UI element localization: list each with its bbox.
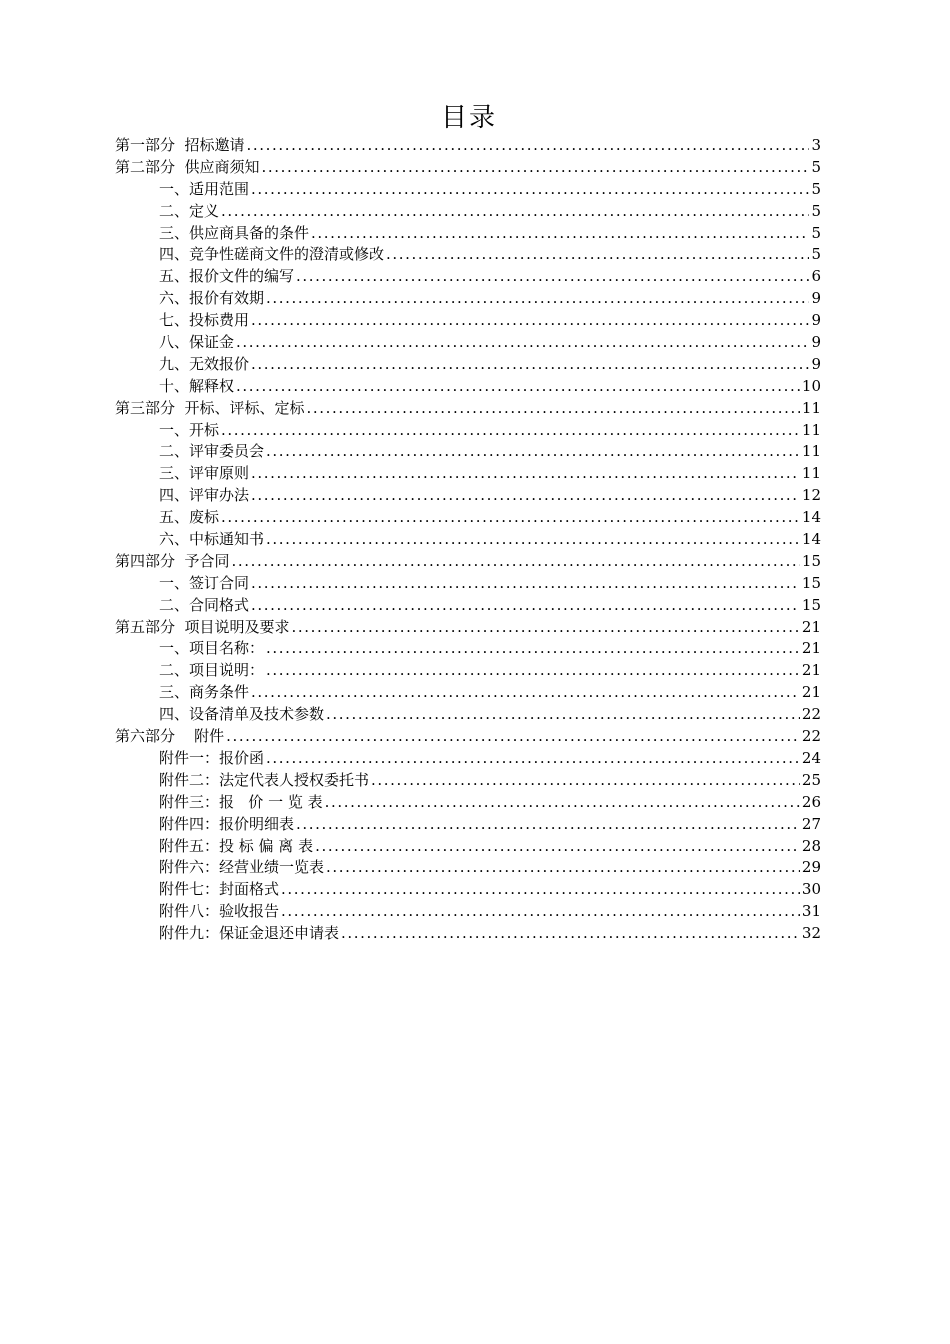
toc-page-number: 31	[801, 902, 821, 921]
toc-dot-leader	[384, 244, 809, 266]
toc-page-number: 24	[801, 748, 821, 767]
toc-entry-label: 第四部分 予合同	[115, 551, 230, 570]
toc-page-number: 9	[811, 311, 821, 330]
toc-section-entry[interactable]	[115, 617, 821, 639]
toc-subsection-entry[interactable]	[115, 595, 821, 617]
toc-entry-label: 七、投标费用	[159, 311, 250, 330]
toc-entry-label: 三、供应商具备的条件	[159, 223, 310, 242]
toc-page-number: 11	[801, 464, 821, 483]
toc-subsection-entry[interactable]	[115, 179, 821, 201]
table-of-contents	[115, 135, 821, 945]
toc-entry-label: 三、评审原则	[159, 464, 250, 483]
toc-subsection-entry[interactable]	[115, 638, 821, 660]
toc-page-number: 5	[811, 157, 821, 176]
toc-subsection-entry[interactable]	[115, 836, 821, 858]
toc-entry-label: 十、解释权	[159, 376, 235, 395]
toc-page-number: 9	[811, 333, 821, 352]
toc-dot-leader	[249, 310, 809, 332]
toc-subsection-entry[interactable]	[115, 682, 821, 704]
toc-entry-label: 四、竞争性磋商文件的澄清或修改	[159, 245, 385, 264]
toc-entry-label: 三、商务条件	[159, 683, 250, 702]
toc-entry-label: 附件九：保证金退还申请表	[159, 924, 340, 943]
toc-dot-leader	[323, 792, 800, 814]
toc-page-number: 32	[801, 924, 821, 943]
toc-dot-leader	[234, 332, 809, 354]
toc-page-number: 10	[801, 376, 821, 395]
toc-subsection-entry[interactable]	[115, 857, 821, 879]
toc-subsection-entry[interactable]	[115, 201, 821, 223]
toc-dot-leader	[249, 682, 800, 704]
toc-page-number: 11	[801, 420, 821, 439]
toc-entry-label: 六、中标通知书	[159, 530, 265, 549]
toc-page-number: 11	[801, 442, 821, 461]
toc-dot-leader	[305, 398, 800, 420]
toc-dot-leader	[324, 857, 800, 879]
toc-page-number: 5	[811, 201, 821, 220]
toc-dot-leader	[294, 814, 800, 836]
toc-entry-label: 二、合同格式	[159, 595, 250, 614]
toc-subsection-entry[interactable]	[115, 354, 821, 376]
toc-page-number: 26	[801, 792, 821, 811]
toc-page-number: 30	[801, 880, 821, 899]
toc-dot-leader	[249, 485, 800, 507]
toc-entry-label: 附件一：报价函	[159, 748, 265, 767]
toc-page-number: 28	[801, 836, 821, 855]
toc-page-number: 14	[801, 530, 821, 549]
toc-dot-leader	[249, 354, 809, 376]
toc-subsection-entry[interactable]	[115, 223, 821, 245]
toc-page-number: 9	[811, 354, 821, 373]
toc-subsection-entry[interactable]	[115, 923, 821, 945]
toc-entry-label: 二、评审委员会	[159, 442, 265, 461]
toc-entry-label: 第五部分 项目说明及要求	[115, 617, 290, 636]
toc-page-number: 21	[801, 639, 821, 658]
toc-page-number: 29	[801, 858, 821, 877]
toc-page-number: 15	[801, 551, 821, 570]
toc-subsection-entry[interactable]	[115, 748, 821, 770]
toc-page-number: 27	[801, 814, 821, 833]
toc-entry-label: 二、定义	[159, 201, 220, 220]
toc-entry-label: 九、无效报价	[159, 354, 250, 373]
toc-page-number: 25	[801, 770, 821, 789]
toc-dot-leader	[290, 617, 800, 639]
toc-entry-label: 附件四：报价明细表	[159, 814, 295, 833]
toc-subsection-entry[interactable]	[115, 814, 821, 836]
toc-dot-leader	[324, 704, 800, 726]
toc-page-number: 9	[811, 289, 821, 308]
toc-subsection-entry[interactable]	[115, 792, 821, 814]
toc-entry-label: 第一部分 招标邀请	[115, 136, 245, 154]
toc-dot-leader	[264, 529, 800, 551]
toc-entry-label: 附件三：报 价 一 览 表	[159, 792, 323, 811]
toc-entry-label: 五、报价文件的编写	[159, 267, 295, 286]
toc-dot-leader	[224, 726, 800, 748]
toc-entry-label: 一、开标	[159, 420, 220, 439]
toc-dot-leader	[230, 551, 800, 573]
toc-subsection-entry[interactable]	[115, 507, 821, 529]
toc-entry-label: 第三部分 开标、评标、定标	[115, 398, 305, 417]
toc-dot-leader	[313, 836, 800, 858]
toc-subsection-entry[interactable]	[115, 901, 821, 923]
toc-section-entry[interactable]	[115, 398, 821, 420]
toc-subsection-entry[interactable]	[115, 244, 821, 266]
toc-dot-leader	[264, 748, 800, 770]
toc-dot-leader	[279, 879, 800, 901]
toc-dot-leader	[369, 770, 800, 792]
toc-page-number: 5	[811, 245, 821, 264]
toc-dot-leader	[264, 288, 809, 310]
toc-section-entry[interactable]	[115, 157, 821, 179]
toc-subsection-entry[interactable]	[115, 266, 821, 288]
toc-section-entry[interactable]	[115, 551, 821, 573]
toc-entry-label: 二、项目说明：	[159, 661, 265, 680]
toc-subsection-entry[interactable]	[115, 288, 821, 310]
toc-subsection-entry[interactable]	[115, 529, 821, 551]
toc-dot-leader	[219, 507, 800, 529]
toc-dot-leader	[245, 135, 810, 157]
toc-dot-leader	[339, 923, 800, 945]
toc-section-entry[interactable]	[115, 726, 821, 748]
toc-page-number: 11	[801, 398, 821, 417]
toc-subsection-entry[interactable]	[115, 879, 821, 901]
toc-dot-leader	[264, 638, 800, 660]
toc-page-number: 15	[801, 595, 821, 614]
toc-entry-label: 四、设备清单及技术参数	[159, 705, 325, 724]
toc-dot-leader	[264, 660, 800, 682]
toc-entry-label: 附件五：投 标 偏 离 表	[159, 836, 314, 855]
toc-subsection-entry[interactable]	[115, 463, 821, 485]
toc-dot-leader	[264, 441, 800, 463]
toc-subsection-entry[interactable]	[115, 485, 821, 507]
toc-page-number: 21	[801, 683, 821, 702]
toc-subsection-entry[interactable]	[115, 420, 821, 442]
toc-entry-label: 六、报价有效期	[159, 289, 265, 308]
toc-subsection-entry[interactable]	[115, 660, 821, 682]
toc-subsection-entry[interactable]	[115, 310, 821, 332]
toc-page-number: 14	[801, 508, 821, 527]
toc-entry-label: 八、保证金	[159, 333, 235, 352]
toc-dot-leader	[249, 179, 809, 201]
toc-title: 目录	[440, 103, 497, 133]
toc-subsection-entry[interactable]	[115, 573, 821, 595]
toc-page-number: 22	[801, 705, 821, 724]
toc-dot-leader	[219, 201, 809, 223]
toc-page-number: 6	[811, 267, 821, 286]
toc-page-number: 21	[801, 617, 821, 636]
toc-section-entry[interactable]	[115, 135, 821, 157]
toc-entry-label: 第二部分 供应商须知	[115, 157, 260, 176]
toc-dot-leader	[249, 595, 800, 617]
toc-entry-label: 附件六：经营业绩一览表	[159, 858, 325, 877]
toc-subsection-entry[interactable]	[115, 441, 821, 463]
toc-dot-leader	[249, 573, 800, 595]
toc-subsection-entry[interactable]	[115, 704, 821, 726]
toc-entry-label: 五、废标	[159, 508, 220, 527]
toc-page-number: 22	[801, 727, 821, 746]
toc-subsection-entry[interactable]	[115, 376, 821, 398]
toc-entry-label: 一、签订合同	[159, 573, 250, 592]
toc-page-number: 15	[801, 573, 821, 592]
toc-entry-label: 附件七：封面格式	[159, 880, 280, 899]
toc-page-number: 12	[801, 486, 821, 505]
toc-entry-label: 一、项目名称：	[159, 639, 265, 658]
toc-dot-leader	[294, 266, 809, 288]
toc-dot-leader	[260, 157, 810, 179]
toc-dot-leader	[249, 463, 800, 485]
toc-dot-leader	[309, 223, 809, 245]
toc-dot-leader	[234, 376, 800, 398]
toc-page-number: 21	[801, 661, 821, 680]
toc-entry-label: 附件二：法定代表人授权委托书	[159, 770, 370, 789]
toc-entry-label: 一、适用范围	[159, 179, 250, 198]
toc-subsection-entry[interactable]	[115, 770, 821, 792]
toc-entry-label: 第六部分 附件	[115, 727, 225, 746]
toc-subsection-entry[interactable]	[115, 332, 821, 354]
toc-page-number: 5	[811, 179, 821, 198]
toc-dot-leader	[219, 420, 800, 442]
toc-entry-label: 四、评审办法	[159, 486, 250, 505]
toc-page-number: 3	[811, 136, 821, 154]
toc-page-number: 5	[811, 223, 821, 242]
toc-dot-leader	[279, 901, 800, 923]
toc-entry-label: 附件八：验收报告	[159, 902, 280, 921]
